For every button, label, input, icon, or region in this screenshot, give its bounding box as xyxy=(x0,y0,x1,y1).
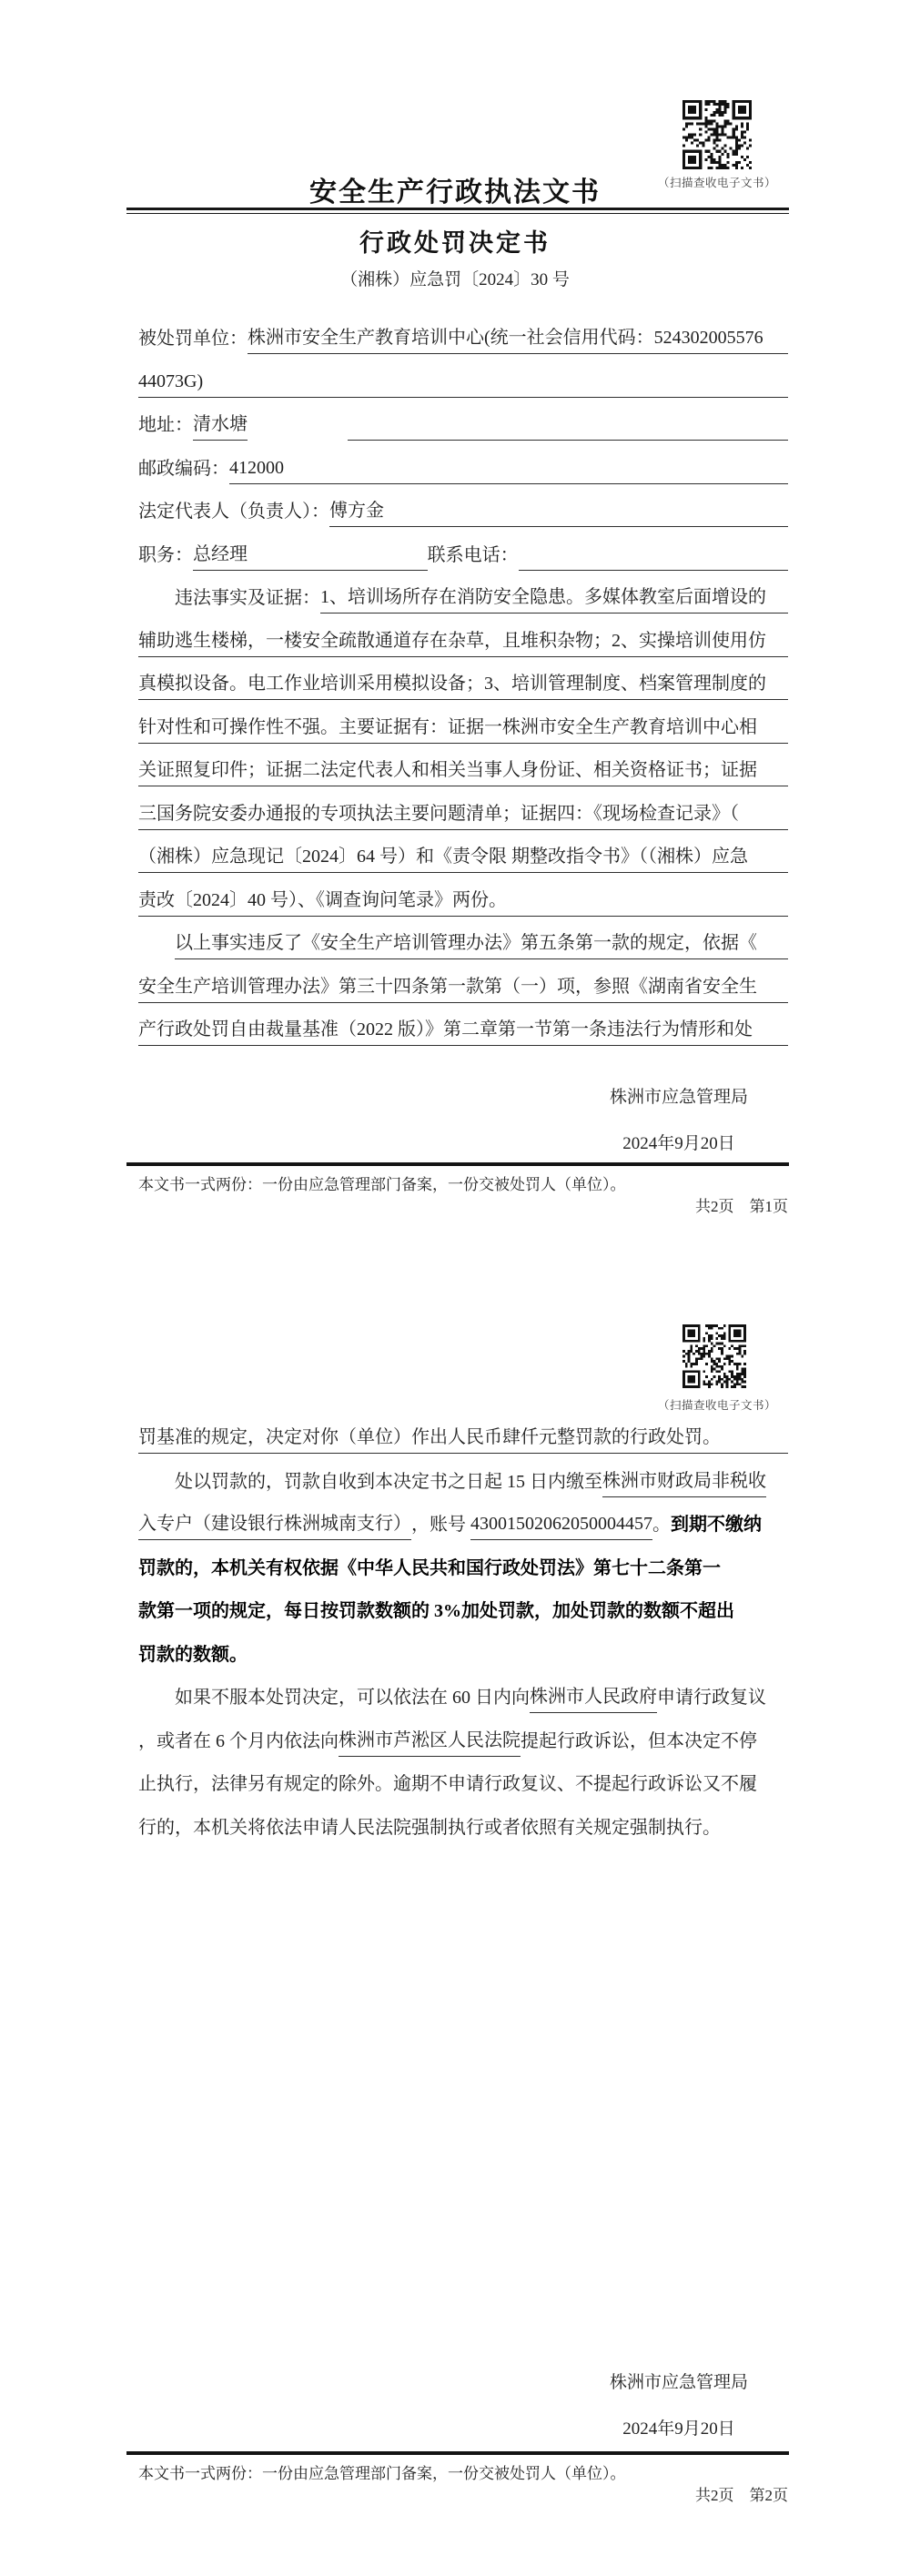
document-line xyxy=(138,929,788,959)
text-segment: 关证照复印件；证据二法定代表人和相关当事人身份证、相关资格证书；证据 xyxy=(138,756,757,786)
blank-underline xyxy=(766,583,788,614)
text-segment: 被处罚单位： xyxy=(138,329,248,349)
text-segment: 止执行，法律另有规定的除外。逾期不申请行政复议、不提起行政诉讼又不履 xyxy=(138,1774,757,1794)
text-segment: 辅助逃生楼梯，一楼安全疏散通道存在杂草，且堆积杂物；2、实操培训使用仿 xyxy=(138,626,766,657)
document-line xyxy=(138,973,788,1003)
document-line xyxy=(138,627,788,657)
text-segment: 。 xyxy=(652,1515,671,1535)
header-title: 安全生产行政执法文书 xyxy=(309,177,601,208)
text-segment: 株洲市芦淞区人民法院 xyxy=(339,1726,521,1757)
document-line xyxy=(138,497,788,527)
blank-underline xyxy=(757,756,788,786)
text-segment: 三国务院安委办通报的专项执法主要问题清单；证据四：《现场检查记录》（ xyxy=(138,799,739,830)
text-segment: （湘株）应急现记〔2024〕64 号）和《责令限 期整改指令书》（（湘株）应急 xyxy=(138,842,748,873)
document-line xyxy=(138,1770,788,1800)
qr-code-icon xyxy=(682,100,752,169)
signature-block-page1 xyxy=(542,1083,815,1154)
text-segment: 株洲市人民政府 xyxy=(530,1682,657,1713)
text-segment: ，或者在 6 个月内依法向 xyxy=(138,1730,339,1751)
document-line xyxy=(138,756,788,786)
text-segment: 412000 xyxy=(229,453,284,484)
document-line xyxy=(138,1510,788,1540)
text-segment: 1、培训场所存在消防安全隐患。多媒体教室后面增设的 xyxy=(320,583,766,614)
blank-underline xyxy=(748,842,788,873)
text-segment: 责改〔2024〕40 号）、《调查询问笔录》两份。 xyxy=(138,886,507,917)
document-line xyxy=(138,324,788,354)
document-number: （湘株）应急罚〔2024〕30 号 xyxy=(340,270,570,289)
text-segment: 株洲市财政局非税收 xyxy=(602,1466,766,1497)
text-segment: 罚款的数额。 xyxy=(138,1644,248,1665)
blank-underline xyxy=(766,669,788,700)
text-segment: 违法事实及证据： xyxy=(175,588,320,608)
text-segment: 申请行政复议 xyxy=(657,1688,766,1708)
signature-date: 2024年9月20日 xyxy=(622,2419,735,2439)
blank-underline xyxy=(757,972,788,1003)
document-line xyxy=(138,1424,788,1454)
blank-underline xyxy=(763,323,788,354)
text-segment: 罚基准的规定，决定对你（单位）作出人民币肆仟元整罚款的行政处罚。 xyxy=(138,1423,721,1454)
document-line xyxy=(138,541,788,571)
paragraph-indent xyxy=(138,583,175,614)
document-line xyxy=(138,843,788,873)
text-segment: ，账号 xyxy=(411,1515,470,1535)
header-double-rule xyxy=(126,208,789,214)
blank-underline xyxy=(753,1015,788,1046)
blank-underline xyxy=(384,496,788,527)
blank-underline xyxy=(248,540,428,571)
paragraph-indent xyxy=(138,1467,175,1497)
blank-underline xyxy=(284,453,788,484)
signature-block-page2 xyxy=(542,2368,815,2439)
text-segment: 株洲市安全生产教育培训中心(统一社会信用代码：524302005576 xyxy=(248,323,763,354)
document-line xyxy=(138,583,788,614)
document-line xyxy=(138,800,788,830)
qr-caption: （扫描查收电子文书） xyxy=(657,177,776,189)
blank-gap xyxy=(248,411,348,441)
text-segment: 地址： xyxy=(138,415,193,435)
signature-issuer: 株洲市应急管理局 xyxy=(609,1088,748,1107)
text-segment: 联系电话： xyxy=(427,544,519,565)
text-segment: 傅方金 xyxy=(329,496,384,527)
text-segment: 到期不缴纳 xyxy=(671,1515,762,1535)
text-segment: 真模拟设备。电工作业培训采用模拟设备；3、培训管理制度、档案管理制度的 xyxy=(138,669,766,700)
footer-note-page2: 本文书一式两份：一份由应急管理部门备案，一份交被处罚人（单位）。 xyxy=(138,2465,626,2482)
text-segment: 安全生产培训管理办法》第三十四条第一款第（一）项，参照《湖南省安全生 xyxy=(138,972,757,1003)
text-segment: 罚款的，本机关有权依据《中华人民共和国行政处罚法》第七十二条第一 xyxy=(138,1557,721,1578)
blank-underline xyxy=(203,367,788,398)
document-line xyxy=(138,714,788,744)
document-title: 行政处罚决定书 xyxy=(359,229,551,257)
document-line xyxy=(138,1597,788,1627)
footer-note-page1: 本文书一式两份：一份由应急管理部门备案，一份交被处罚人（单位）。 xyxy=(138,1176,626,1193)
footer-rule-page2 xyxy=(126,2451,789,2455)
document-line xyxy=(138,454,788,484)
footer-rule-page1 xyxy=(126,1162,789,1166)
signature-issuer: 株洲市应急管理局 xyxy=(609,2373,748,2392)
blank-underline xyxy=(519,540,788,571)
text-segment: 职务： xyxy=(138,544,193,565)
qr-caption: （扫描查收电子文书） xyxy=(657,1399,776,1412)
text-segment: 行的，本机关将依法申请人民法院强制执行或者依照有关规定强制执行。 xyxy=(138,1817,721,1838)
text-segment: 清水塘 xyxy=(193,410,248,441)
paragraph-indent xyxy=(138,929,175,959)
blank-underline xyxy=(757,928,788,959)
blank-underline xyxy=(766,626,788,657)
text-segment: 针对性和可操作性不强。主要证据有：证据一株洲市安全生产教育培训中心相 xyxy=(138,713,757,744)
text-segment: 提起行政诉讼，但本决定不停 xyxy=(521,1730,757,1751)
document-line xyxy=(138,1016,788,1046)
text-segment: 款第一项的规定，每日按罚款数额的 3%加处罚款，加处罚款的数额不超出 xyxy=(138,1601,734,1621)
pagination-page1: 共2页 第1页 xyxy=(695,1198,788,1215)
paragraph-indent xyxy=(138,1683,175,1713)
blank-underline xyxy=(348,410,788,441)
document-line xyxy=(138,670,788,700)
text-segment: 44073G) xyxy=(138,367,203,398)
text-segment: 43001502062050004457 xyxy=(470,1509,652,1540)
document-line xyxy=(138,1640,788,1670)
text-segment: 以上事实违反了《安全生产培训管理办法》第五条第一款的规定，依据《 xyxy=(175,928,757,959)
document-line xyxy=(138,1813,788,1843)
text-segment: 入专户（建设银行株洲城南支行） xyxy=(138,1509,411,1540)
text-segment: 产行政处罚自由裁量基准（2022 版）》第二章第一节第一条违法行为情形和处 xyxy=(138,1015,753,1046)
document-line xyxy=(138,887,788,917)
text-segment: 法定代表人（负责人）： xyxy=(138,502,329,522)
text-segment: 如果不服本处罚决定，可以依法在 60 日内向 xyxy=(175,1688,530,1708)
blank-underline xyxy=(721,1423,788,1454)
pagination-page2: 共2页 第2页 xyxy=(695,2487,788,2504)
document-line xyxy=(138,1467,788,1497)
document-line xyxy=(138,411,788,441)
document-line xyxy=(138,1683,788,1713)
qr-code-icon xyxy=(682,1324,746,1388)
document-line xyxy=(138,368,788,398)
blank-underline xyxy=(757,713,788,744)
document-line xyxy=(138,1727,788,1757)
blank-underline xyxy=(507,886,788,917)
text-segment: 总经理 xyxy=(193,540,248,571)
text-segment: 邮政编码： xyxy=(138,458,229,479)
blank-underline xyxy=(739,799,788,830)
text-segment: 处以罚款的，罚款自收到本决定书之日起 15 日内缴至 xyxy=(175,1471,602,1492)
document-line xyxy=(138,1554,788,1584)
signature-date: 2024年9月20日 xyxy=(622,1134,735,1153)
